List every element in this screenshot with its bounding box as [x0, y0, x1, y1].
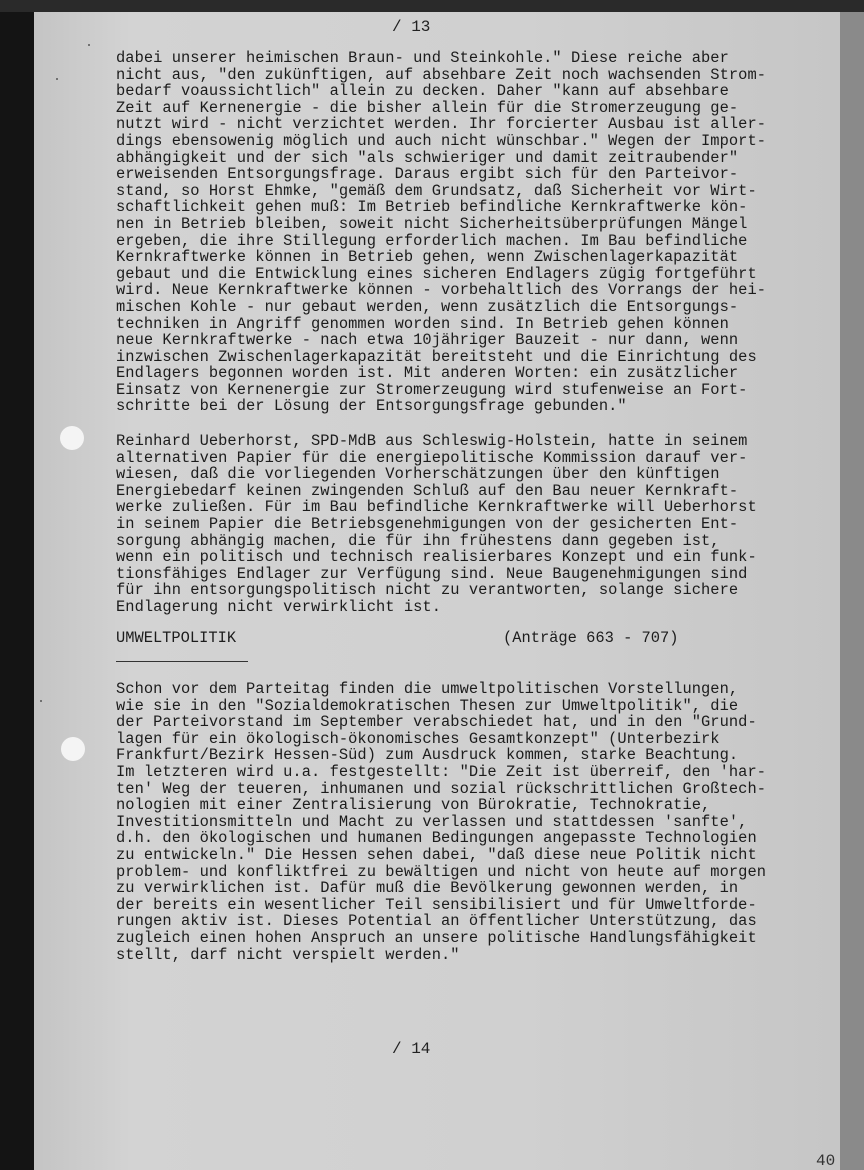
punch-hole-lower	[61, 737, 85, 761]
text-line: lagen für ein ökologisch-ökonomisches Gesamtkonzept" (Unterbezirk	[116, 729, 720, 748]
text-line: Energiebedarf keinen zwingenden Schluß auf den Bau neuer Kernkraft-	[116, 481, 739, 500]
text-line: ergeben, die ihre Stillegung erforderlich machen. Im Bau befindliche	[116, 231, 748, 250]
text-line: gebaut und die Entwicklung eines sicheren Endlagers zügig fortgeführt	[116, 264, 757, 283]
text-line: wiesen, daß die vorliegenden Vorherschätzungen über den künftigen	[116, 465, 720, 484]
text-line: inzwischen Zwischenlagerkapazität bereitsteht und die Einrichtung des	[116, 347, 757, 366]
text-line: für ihn entsorgungspolitisch nicht zu verantworten, solange sichere	[116, 581, 739, 600]
text-line: werke zuließen. Für im Bau befindliche Kernkraftwerke will Ueberhorst	[116, 498, 757, 517]
text-line: schritte bei der Lösung der Entsorgungsfrage gebunden."	[116, 397, 627, 416]
text-line: nutzt wird - nicht verzichtet werden. Ihr forcierter Ausbau ist aller-	[116, 115, 767, 134]
text-line: der bereits ein wesentlicher Teil sensibilisiert und für Umweltforde-	[116, 895, 757, 914]
text-line: dabei unserer heimischen Braun- und Steinkohle." Diese reiche aber	[116, 49, 729, 67]
text-line: techniken in Angriff genommen worden sind. In Betrieb gehen können	[116, 314, 729, 333]
scan-speck	[40, 700, 42, 702]
section-heading: UMWELTPOLITIK	[116, 629, 237, 647]
text-line: stand, so Horst Ehmke, "gemäß dem Grundsatz, daß Sicherheit vor Wirt-	[116, 181, 757, 200]
paragraph-ueberhorst	[116, 433, 828, 616]
text-line: d.h. den ökologischen und humanen Bedingungen angepasste Technologien	[116, 829, 757, 848]
text-line: Endlagerung nicht verwirklicht ist.	[116, 597, 442, 616]
page-number-bottom: / 14	[392, 1040, 431, 1058]
text-line: alternativen Papier für die energiepolitische Kommission darauf ver-	[116, 448, 748, 467]
text-line: zugleich einen hohen Anspruch an unsere politische Handlungsfähigkeit	[116, 928, 757, 947]
text-line: schaftlichkeit gehen muß: Im Betrieb befindliche Kernkraftwerke kön-	[116, 198, 748, 217]
text-line: nicht aus, "den zukünftigen, auf absehbare Zeit noch wachsenden Strom-	[116, 65, 767, 84]
text-line: bedarf voaussichtlich" allein zu decken. Daher "kann auf absehbare	[116, 82, 729, 101]
text-line: dings ebensowenig möglich und auch nicht wünschbar." Wegen der Import-	[116, 131, 767, 150]
text-line: Investitionsmitteln und Macht zu verlassen und stattdessen 'sanfte',	[116, 812, 748, 831]
text-line: sorgung abhängig machen, die für ihn frühestens dann gegeben ist,	[116, 531, 720, 550]
scan-speck	[56, 78, 58, 80]
heading-underline	[116, 661, 248, 662]
scan-speck	[88, 44, 90, 46]
text-line: Reinhard Ueberhorst, SPD-MdB aus Schleswig-Holstein, hatte in seinem	[116, 432, 748, 450]
text-line: Frankfurt/Bezirk Hessen-Süd) zum Ausdruck kommen, starke Beachtung.	[116, 746, 739, 765]
punch-hole-upper	[60, 426, 84, 450]
text-line: wie sie in den "Sozialdemokratischen Thesen zur Umweltpolitik", die	[116, 696, 739, 715]
text-line: wird. Neue Kernkraftwerke können - vorbehaltlich des Vorrangs der hei-	[116, 281, 767, 300]
scan-right-border	[840, 12, 864, 1170]
text-line: Einsatz von Kernenergie zur Stromerzeugung wird stufenweise an Fort-	[116, 380, 748, 399]
text-line: nologien mit einer Zentralisierung von Bürokratie, Technokratie,	[116, 796, 711, 815]
corner-page-mark: 40	[816, 1152, 836, 1170]
text-line: abhängigkeit und der sich "als schwieriger und damit zeitraubender"	[116, 148, 739, 167]
text-line: zu verwirklichen ist. Dafür muß die Bevölkerung gewonnen werden, in	[116, 879, 739, 898]
text-line: ten' Weg der teueren, inhumanen und sozial rückschrittlichen Großtech-	[116, 779, 767, 798]
text-line: Schon vor dem Parteitag finden die umweltpolitischen Vorstellungen,	[116, 680, 739, 698]
text-line: Zeit auf Kernenergie - die bisher allein für die Stromerzeugung ge-	[116, 98, 739, 117]
text-line: neue Kernkraftwerke - nach etwa 10jähriger Bauzeit - nur dann, wenn	[116, 331, 739, 350]
scan-top-border	[0, 0, 864, 12]
section-reference: (Anträge 663 - 707)	[503, 629, 679, 647]
paragraph-energy-policy	[116, 50, 828, 415]
text-line: Im letzteren wird u.a. festgestellt: "Die Zeit ist überreif, den 'har-	[116, 762, 767, 781]
text-line: in seinem Papier die Betriebsgenehmigungen von der gesicherten Ent-	[116, 514, 739, 533]
paragraph-environment-policy	[116, 681, 828, 963]
text-line: mischen Kohle - nur gebaut werden, wenn zusätzlich die Entsorgungs-	[116, 297, 739, 316]
text-line: zu entwickeln." Die Hessen sehen dabei, "daß diese neue Politik nicht	[116, 845, 757, 864]
page-number-top: / 13	[392, 18, 431, 36]
text-line: problem- und konfliktfrei zu bewältigen und nicht von heute auf morgen	[116, 862, 767, 881]
text-line: der Parteivorstand im September verabschiedet hat, und in den "Grund-	[116, 713, 757, 732]
text-line: Kernkraftwerke können in Betrieb gehen, wenn Zwischenlagerkapazität	[116, 248, 739, 267]
text-line: wenn ein politisch und technisch realisierbares Konzept und ein funk-	[116, 548, 757, 567]
text-line: rungen aktiv ist. Dieses Potential an öffentlicher Unterstützung, das	[116, 912, 757, 931]
text-line: tionsfähiges Endlager zur Verfügung sind. Neue Baugenehmigungen sind	[116, 564, 748, 583]
text-line: nen in Betrieb bleiben, soweit nicht Sicherheitsüberprüfungen Mängel	[116, 214, 748, 233]
text-line: Endlagers begonnen worden ist. Mit anderen Worten: ein zusätzlicher	[116, 364, 739, 383]
text-line: erweisenden Entsorgungsfrage. Daraus ergibt sich für den Parteivor-	[116, 165, 739, 184]
text-line: stellt, darf nicht verspielt werden."	[116, 945, 460, 964]
